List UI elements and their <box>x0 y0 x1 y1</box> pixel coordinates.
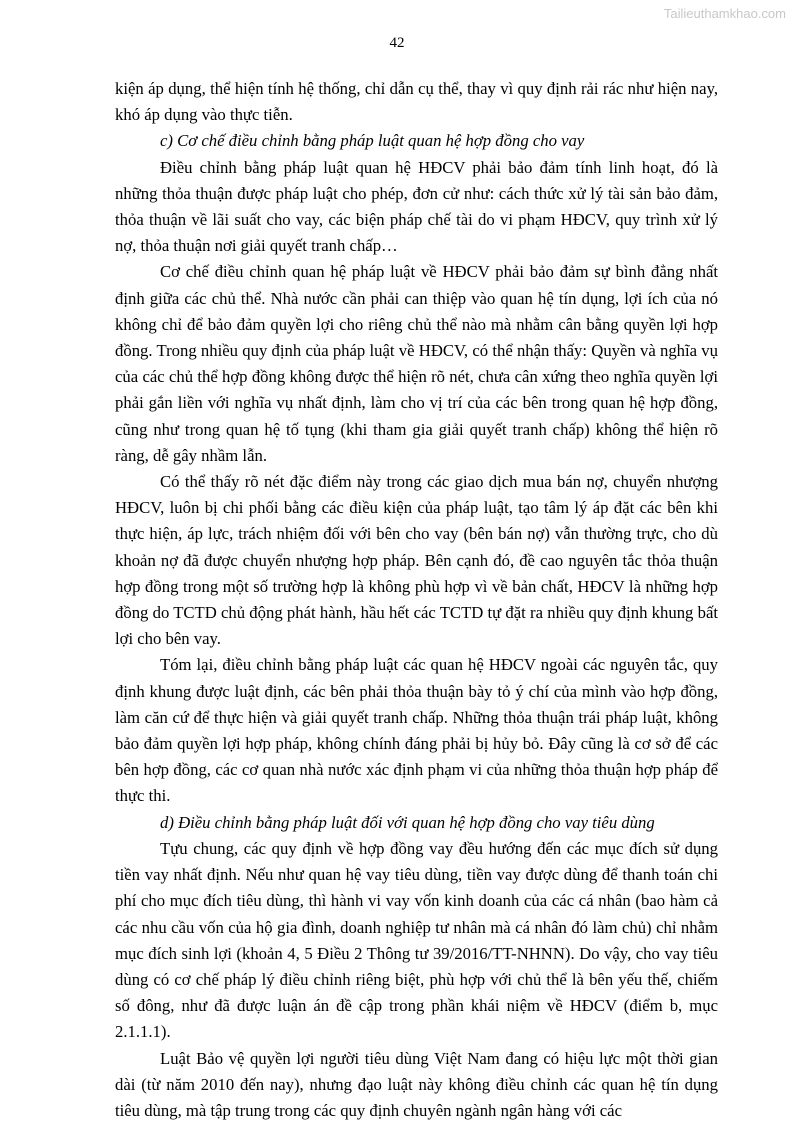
paragraph-continued: kiện áp dụng, thể hiện tính hệ thống, chỉ dẫn cụ thể, thay vì quy định rải rác như hiện nay, khó áp dụng vào thực tiễn. <box>115 79 718 125</box>
paragraph: Điều chỉnh bằng pháp luật quan hệ HĐCV phải bảo đảm tính linh hoạt, đó là những thỏa thuận được pháp luật cho phép, đơn cử như: cách thức xử lý tài sản bảo đảm, thỏa thuận về lãi suất cho vay, các biện pháp chế tài do vi phạm HĐCV, quy trình xử lý nợ, thỏa thuận nơi giải quyết tranh chấp… <box>115 157 718 256</box>
paragraph: Tóm lại, điều chỉnh bằng pháp luật các quan hệ HĐCV ngoài các nguyên tắc, quy định khung được luật định, các bên phải thỏa thuận bày tỏ ý chí của mình vào hợp đồng, làm căn cứ để thực hiện và giải quyết tranh chấp. Những thỏa thuận trái pháp luật, không bảo đảm quyền lợi hợp pháp, không chính đáng phải bị hủy bỏ. Đây cũng là cơ sở để các bên hợp đồng, các cơ quan nhà nước xác định phạm vi của những thỏa thuận hợp pháp để thực thi. <box>115 655 718 806</box>
paragraph: Có thể thấy rõ nét đặc điểm này trong các giao dịch mua bán nợ, chuyển nhượng HĐCV, luôn bị chi phối bằng các điều kiện của pháp luật, tạo tâm lý áp đặt các bên khi thực hiện, áp lực, trách nhiệm đối với bên cho vay (bên bán nợ) vẫn thường trực, cho dù khoản nợ đã được chuyển nhượng hợp pháp. Bên cạnh đó, đề cao nguyên tắc thỏa thuận hợp đồng trong một số trường hợp là không phù hợp vì về bản chất, HĐCV là những hợp đồng do TCTD chủ động phát hành, hầu hết các TCTD tự đặt ra nhiều quy định khung bất lợi cho bên vay. <box>115 472 718 649</box>
paragraph: Tựu chung, các quy định về hợp đồng vay đều hướng đến các mục đích sử dụng tiền vay nhất định. Nếu như quan hệ vay tiêu dùng, tiền vay được dùng để thanh toán chi phí cho mục đích tiêu dùng, thì hành vi vay vốn kinh doanh của các cá nhân (bao hàm cả các nhu cầu vốn của hộ gia đình, doanh nghiệp tư nhân mà cá nhân đó làm chủ) chỉ nhằm mục đích sinh lợi (khoản 4, 5 Điều 2 Thông tư 39/2016/TT-NHNN). Do vậy, cho vay tiêu dùng có cơ chế pháp lý điều chỉnh riêng biệt, phù hợp với chủ thể là bên yếu thế, chiếm số đông, như đã được luận án đề cập trong phần khái niệm về HĐCV (điểm b, mục 2.1.1.1). <box>115 838 718 1042</box>
paragraph: Cơ chế điều chỉnh quan hệ pháp luật về HĐCV phải bảo đảm sự bình đẳng nhất định giữa các chủ thể. Nhà nước cần phải can thiệp vào quan hệ tín dụng, lợi ích của nó không chỉ để bảo đảm quyền lợi cho riêng chủ thể nào mà nhằm cân bằng quyền lợi hợp đồng. Trong nhiều quy định của pháp luật về HĐCV, có thể nhận thấy: Quyền và nghĩa vụ của các chủ thể hợp đồng không được thể hiện rõ nét, chưa cân xứng theo nghĩa quyền lợi phải gắn liền với nghĩa vụ nhất định, làm cho vị trí của các bên trong quan hệ hợp đồng, cũng như trong quan hệ tố tụng (khi tham gia giải quyết tranh chấp) không thể hiện rõ ràng, dễ gây nhầm lẫn. <box>115 262 718 465</box>
document-body <box>115 76 718 1124</box>
page-number: 42 <box>389 35 405 51</box>
watermark: Tailieuthamkhao.com <box>663 6 786 21</box>
section-heading-d: d) Điều chỉnh bằng pháp luật đối với quan hệ hợp đồng cho vay tiêu dùng <box>160 812 655 832</box>
paragraph: Luật Bảo vệ quyền lợi người tiêu dùng Việt Nam đang có hiệu lực một thời gian dài (từ năm 2010 đến nay), nhưng đạo luật này không điều chỉnh các quan hệ tín dụng tiêu dùng, mà tập trung trong các quy định chuyên ngành ngân hàng với các <box>115 1048 718 1120</box>
section-heading-c: c) Cơ chế điều chỉnh bằng pháp luật quan hệ hợp đồng cho vay <box>160 131 585 151</box>
